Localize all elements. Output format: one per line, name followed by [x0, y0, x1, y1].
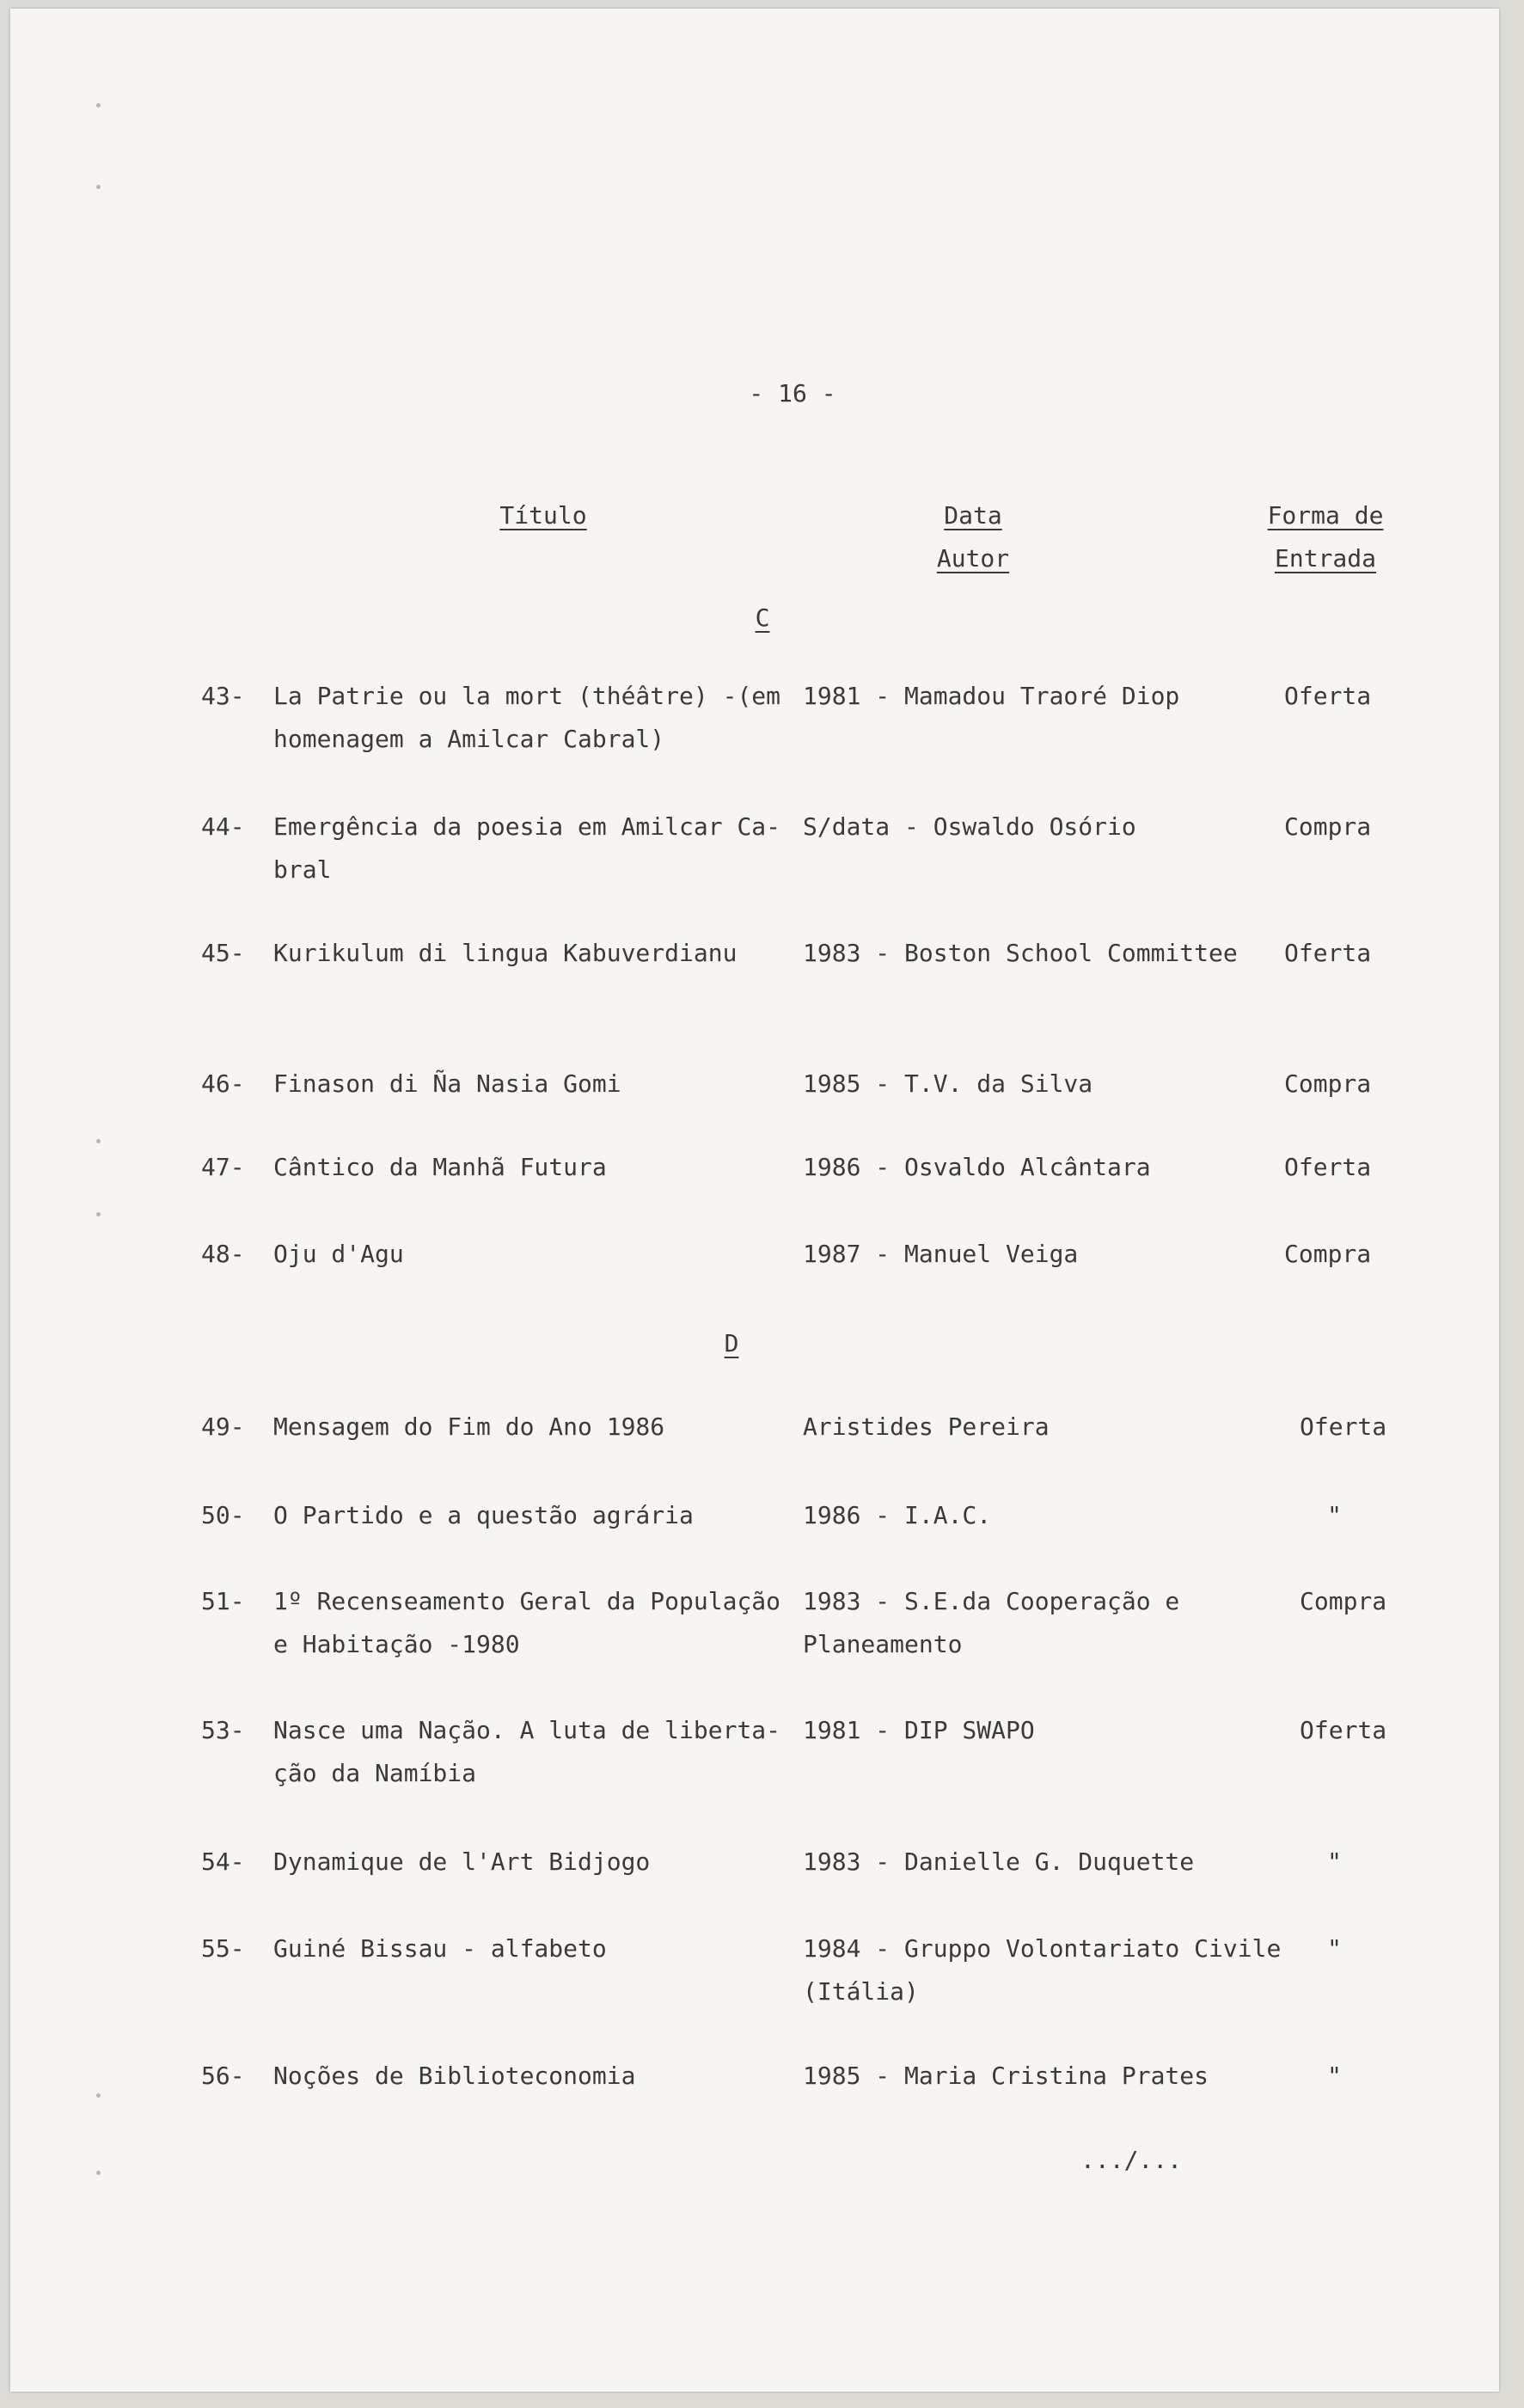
row-date-author: 1983 - S.E.da Cooperação e Planeamento	[803, 1587, 1180, 1658]
row-title: Finason di Ña Nasia Gomi	[273, 1069, 621, 1098]
row-title: Kurikulum di lingua Kabuverdianu	[273, 939, 738, 967]
row-number: 51-	[201, 1587, 245, 1615]
continuation-mark: .../...	[1080, 2146, 1183, 2174]
row-number: 43-	[201, 682, 245, 710]
row-date-author: 1981 - DIP SWAPO	[803, 1716, 1035, 1744]
punch-mark	[96, 1212, 101, 1216]
row-title: Guiné Bissau - alfabeto	[273, 1934, 607, 1963]
row-entry: "	[1327, 2062, 1342, 2090]
row-date-author: 1987 - Manuel Veiga	[803, 1240, 1079, 1268]
row-number: 55-	[201, 1934, 245, 1963]
row-entry: "	[1327, 1501, 1342, 1529]
punch-mark	[96, 185, 101, 189]
row-entry: Oferta	[1300, 1412, 1387, 1441]
row-entry: "	[1327, 1847, 1342, 1876]
row-number: 53-	[201, 1716, 245, 1744]
punch-mark	[96, 103, 101, 107]
row-title: Nasce uma Nação. A luta de liberta- ção da Namíbia	[273, 1716, 781, 1787]
row-entry: Compra	[1284, 1240, 1372, 1268]
header-entrada: Entrada	[1274, 544, 1376, 573]
page-number: - 16 -	[749, 379, 836, 407]
row-date-author: 1986 - Osvaldo Alcântara	[803, 1153, 1151, 1181]
row-number: 46-	[201, 1069, 245, 1098]
row-date-author: 1986 - I.A.C.	[803, 1501, 992, 1529]
header-data: Data	[944, 501, 1002, 530]
row-number: 50-	[201, 1501, 245, 1529]
row-title: Dynamique de l'Art Bidjogo	[273, 1847, 651, 1876]
punch-mark	[96, 2171, 101, 2175]
row-date-author: 1981 - Mamadou Traoré Diop	[803, 682, 1180, 710]
row-number: 48-	[201, 1240, 245, 1268]
punch-mark	[96, 1139, 101, 1143]
row-title: O Partido e a questão agrária	[273, 1501, 694, 1529]
punch-mark	[96, 2093, 101, 2098]
section-c-heading: C	[755, 604, 770, 632]
row-number: 45-	[201, 939, 245, 967]
section-d-heading: D	[724, 1329, 739, 1357]
row-date-author: 1985 - T.V. da Silva	[803, 1069, 1093, 1098]
row-title: La Patrie ou la mort (théâtre) -(em homenagem a Amilcar Cabral)	[273, 682, 781, 753]
row-number: 44-	[201, 812, 245, 841]
row-date-author: 1985 - Maria Cristina Prates	[803, 2062, 1209, 2090]
header-titulo: Título	[499, 501, 587, 530]
row-entry: Oferta	[1300, 1716, 1387, 1744]
row-entry: Compra	[1284, 1069, 1372, 1098]
row-date-author: S/data - Oswaldo Osório	[803, 812, 1136, 841]
row-date-author: 1983 - Danielle G. Duquette	[803, 1847, 1195, 1876]
header-forma: Forma de	[1267, 501, 1384, 530]
row-title: Cântico da Manhã Futura	[273, 1153, 607, 1181]
row-title: Oju d'Agu	[273, 1240, 404, 1268]
row-date-author: Aristides Pereira	[803, 1412, 1050, 1441]
row-number: 49-	[201, 1412, 245, 1441]
row-entry: Compra	[1284, 812, 1372, 841]
row-entry: Oferta	[1284, 1153, 1372, 1181]
row-number: 54-	[201, 1847, 245, 1876]
row-date-author: 1983 - Boston School Committee	[803, 939, 1238, 967]
document-page	[10, 9, 1499, 2392]
row-entry: Oferta	[1284, 939, 1372, 967]
row-entry: Oferta	[1284, 682, 1372, 710]
row-date-author: 1984 - Gruppo Volontariato Civile (Itália)	[803, 1934, 1282, 2006]
row-entry: Compra	[1300, 1587, 1387, 1615]
row-number: 47-	[201, 1153, 245, 1181]
row-entry: "	[1327, 1934, 1342, 1963]
row-title: Noções de Biblioteconomia	[273, 2062, 636, 2090]
header-autor: Autor	[936, 544, 1010, 573]
row-title: 1º Recenseamento Geral da População e Habitação -1980	[273, 1587, 781, 1658]
row-number: 56-	[201, 2062, 245, 2090]
row-title: Emergência da poesia em Amilcar Ca- bral	[273, 812, 781, 884]
row-title: Mensagem do Fim do Ano 1986	[273, 1412, 665, 1441]
